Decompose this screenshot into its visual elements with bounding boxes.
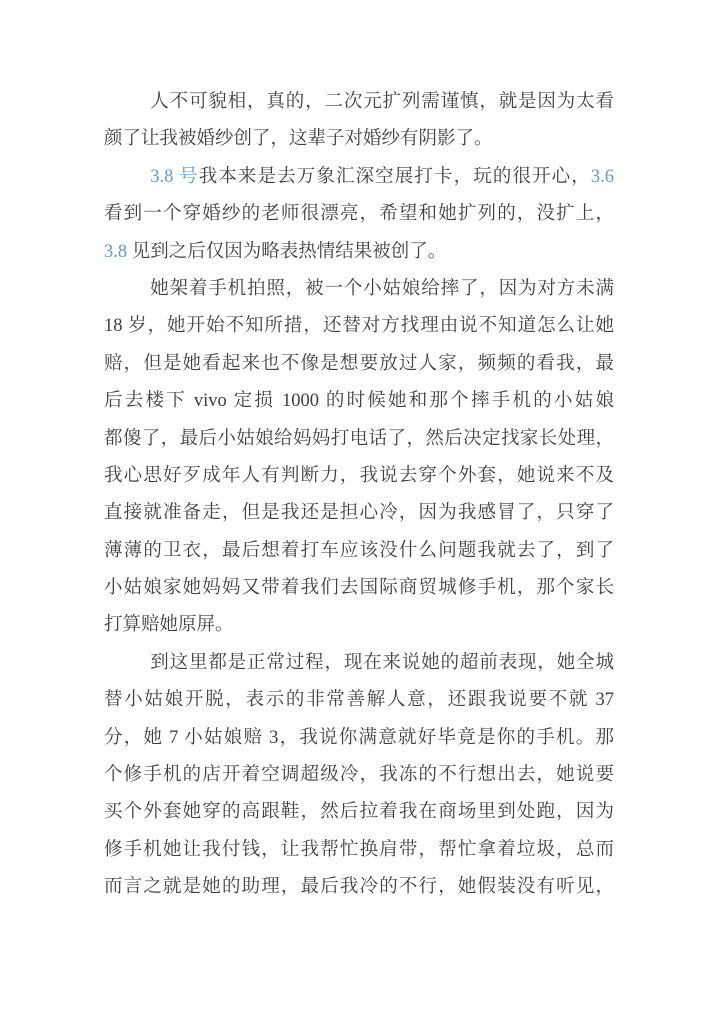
text-run: 到这里都是正常过程，现在来说她的超前表现，她全城 bbox=[150, 652, 614, 673]
text-line bbox=[104, 607, 614, 644]
text-line bbox=[104, 271, 614, 308]
text-line bbox=[104, 383, 614, 420]
date-link[interactable]: 3.6 bbox=[590, 166, 614, 187]
text-line bbox=[104, 533, 614, 570]
text-line bbox=[104, 234, 614, 271]
text-run: 分，她 7 小姑娘赔 3，我说你满意就好毕竟是你的手机。那 bbox=[104, 727, 614, 748]
text-run: 看到一个穿婚纱的老师很漂亮，希望和她扩列的，没扩上， bbox=[104, 204, 614, 225]
paragraph bbox=[104, 271, 614, 645]
text-run: 人不可貌相，真的，二次元扩列需谨慎，就是因为太看 bbox=[150, 92, 614, 112]
text-line bbox=[104, 458, 614, 495]
text-run: 我心思好歹成年人有判断力，我说去穿个外套，她说来不及 bbox=[104, 465, 614, 486]
text-run: 买个外套她穿的高跟鞋，然后拉着我在商场里到处跑，因为 bbox=[104, 802, 614, 823]
text-run: 小姑娘家她妈妈又带着我们去国际商贸城修手机，那个家长 bbox=[104, 578, 614, 599]
text-line bbox=[104, 495, 614, 532]
text-run: 替小姑娘开脱，表示的非常善解人意，还跟我说要不就 37 bbox=[104, 690, 614, 711]
text-line bbox=[104, 682, 614, 719]
text-run: 都傻了，最后小姑娘给妈妈打电话了，然后决定找家长处理， bbox=[104, 428, 614, 449]
text-run: 修手机她让我付钱，让我帮忙换肩带，帮忙拿着垃圾，总而 bbox=[104, 839, 614, 860]
text-run: 而言之就是她的助理，最后我冷的不行，她假装没有听见， bbox=[104, 877, 614, 898]
text-line bbox=[104, 645, 614, 682]
text-run: 她架着手机拍照，被一个小姑娘给摔了，因为对方未满 bbox=[150, 278, 614, 299]
text-block bbox=[104, 84, 614, 907]
text-run: 个修手机的店开着空调超级冷，我冻的不行想出去，她说要 bbox=[104, 765, 614, 786]
text-line bbox=[104, 121, 614, 158]
text-run: 我本来是去万象汇深空展打卡，玩的很开心， bbox=[198, 166, 591, 187]
date-link[interactable]: 3.8 bbox=[104, 241, 128, 262]
text-line bbox=[104, 308, 614, 345]
text-line bbox=[104, 869, 614, 906]
text-line bbox=[104, 757, 614, 794]
text-line bbox=[104, 421, 614, 458]
text-line bbox=[104, 196, 614, 233]
text-line bbox=[104, 570, 614, 607]
text-run: 后去楼下 vivo 定损 1000 的时候她和那个摔手机的小姑娘 bbox=[104, 391, 614, 412]
date-link[interactable]: 3.8 号 bbox=[150, 166, 199, 187]
text-line bbox=[104, 159, 614, 196]
text-run: 见到之后仅因为略表热情结果被创了。 bbox=[127, 241, 447, 262]
text-run: 打算赔她原屏。 bbox=[104, 615, 234, 636]
text-run: 赔，但是她看起来也不像是想要放过人家，频频的看我，最 bbox=[104, 353, 614, 374]
text-line bbox=[104, 794, 614, 831]
text-run: 直接就准备走，但是我还是担心冷，因为我感冒了，只穿了 bbox=[104, 503, 614, 524]
text-line bbox=[104, 832, 614, 869]
text-line bbox=[104, 84, 614, 121]
text-run: 颜了让我被婚纱创了，这辈子对婚纱有阴影了。 bbox=[104, 129, 493, 150]
text-run: 18 岁，她开始不知所措，还替对方找理由说不知道怎么让她 bbox=[104, 316, 614, 337]
paragraph bbox=[104, 645, 614, 907]
text-line bbox=[104, 720, 614, 757]
paragraph bbox=[104, 84, 614, 159]
text-line bbox=[104, 346, 614, 383]
paragraph bbox=[104, 159, 614, 271]
text-run: 薄薄的卫衣，最后想着打车应该没什么问题我就去了，到了 bbox=[104, 540, 614, 561]
